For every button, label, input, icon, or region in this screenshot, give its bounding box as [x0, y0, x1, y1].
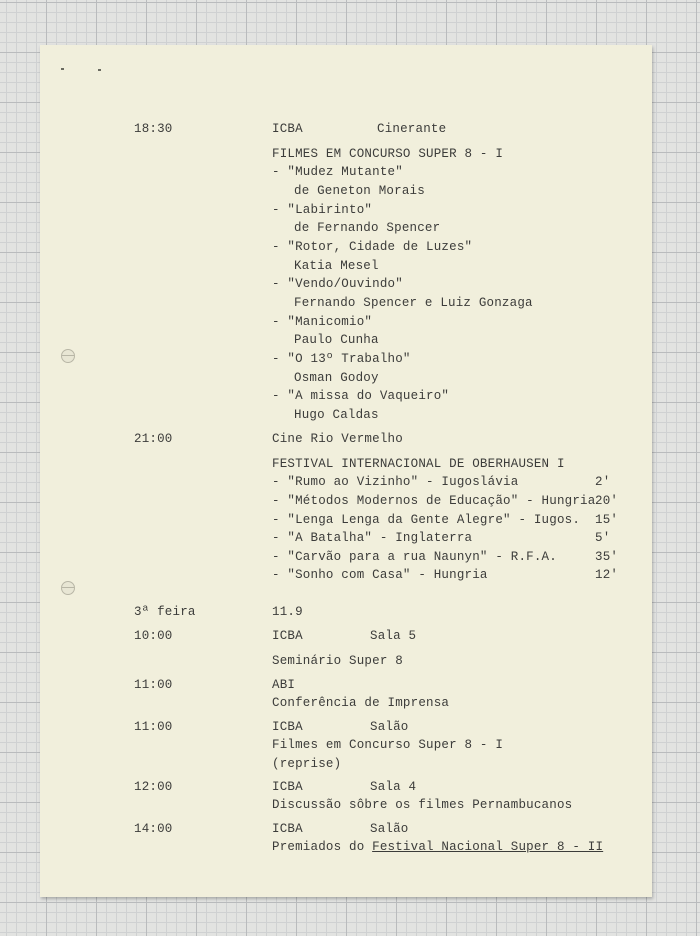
session-description: [272, 840, 603, 855]
session-room: Sala 4: [370, 780, 417, 794]
document-page: [40, 45, 652, 897]
session-venue: ICBA: [272, 780, 303, 794]
session-room: Salão: [370, 822, 409, 836]
film-title: - "Manicomio": [272, 315, 373, 329]
film-title: - "O 13º Trabalho": [272, 352, 411, 366]
session-description-note: (reprise): [272, 757, 342, 771]
stain-mark: [61, 68, 64, 70]
film-author: Hugo Caldas: [294, 408, 379, 422]
film-author: Osman Godoy: [294, 371, 379, 385]
session-venue: Cine Rio Vermelho: [272, 432, 403, 446]
film-title: - "A Batalha" - Inglaterra: [272, 531, 473, 545]
day-label: 3ª feira: [134, 605, 196, 619]
session-room: Sala 5: [370, 629, 417, 643]
film-title: - "Vendo/Ouvindo": [272, 277, 403, 291]
festival-name-underlined: Festival Nacional Super 8 - II: [372, 840, 604, 854]
session-time: 14:00: [134, 822, 173, 836]
film-duration: 12': [595, 568, 619, 582]
film-author: Katia Mesel: [294, 259, 379, 273]
description-prefix: Premiados do: [272, 840, 373, 854]
film-author: de Geneton Morais: [294, 184, 425, 198]
film-duration: 20': [595, 494, 619, 508]
film-duration: 15': [595, 513, 619, 527]
session-venue: ICBA: [272, 822, 303, 836]
film-title: - "A missa do Vaqueiro": [272, 389, 450, 403]
session-time: 18:30: [134, 122, 173, 136]
film-title: - "Carvão para a rua Naunyn" - R.F.A.: [272, 550, 557, 564]
film-title: - "Lenga Lenga da Gente Alegre" - Iugos.: [272, 513, 581, 527]
session-room: Salão: [370, 720, 409, 734]
film-author: Paulo Cunha: [294, 333, 379, 347]
film-author: de Fernando Spencer: [294, 221, 441, 235]
film-title: - "Métodos Modernos de Educação" - Hungria: [272, 494, 596, 508]
punch-hole-icon: [61, 349, 75, 363]
film-duration: 5': [595, 531, 611, 545]
session-time: 11:00: [134, 720, 173, 734]
session-time: 11:00: [134, 678, 173, 692]
session-description: Seminário Super 8: [272, 654, 403, 668]
session-time: 10:00: [134, 629, 173, 643]
session-description: Conferência de Imprensa: [272, 696, 450, 710]
session-time: 12:00: [134, 780, 173, 794]
film-title: - "Mudez Mutante": [272, 165, 403, 179]
film-title: - "Sonho com Casa" - Hungria: [272, 568, 488, 582]
stain-mark: [98, 69, 101, 71]
session-venue: ABI: [272, 678, 296, 692]
film-author: Fernando Spencer e Luiz Gonzaga: [294, 296, 533, 310]
film-title: - "Rumo ao Vizinho" - Iugoslávia: [272, 475, 519, 489]
session-venue: ICBA: [272, 629, 303, 643]
session-room: Cinerante: [377, 122, 447, 136]
session-venue: ICBA: [272, 720, 303, 734]
section-heading: FESTIVAL INTERNACIONAL DE OBERHAUSEN I: [272, 457, 565, 471]
session-time: 21:00: [134, 432, 173, 446]
session-venue: ICBA: [272, 122, 303, 136]
film-title: - "Rotor, Cidade de Luzes": [272, 240, 473, 254]
punch-hole-icon: [61, 581, 75, 595]
film-title: - "Labirinto": [272, 203, 373, 217]
film-duration: 35': [595, 550, 619, 564]
day-date: 11.9: [272, 605, 303, 619]
film-duration: 2': [595, 475, 611, 489]
section-heading: FILMES EM CONCURSO SUPER 8 - I: [272, 147, 504, 161]
session-description: Discussão sôbre os filmes Pernambucanos: [272, 798, 573, 812]
session-description: Filmes em Concurso Super 8 - I: [272, 738, 504, 752]
